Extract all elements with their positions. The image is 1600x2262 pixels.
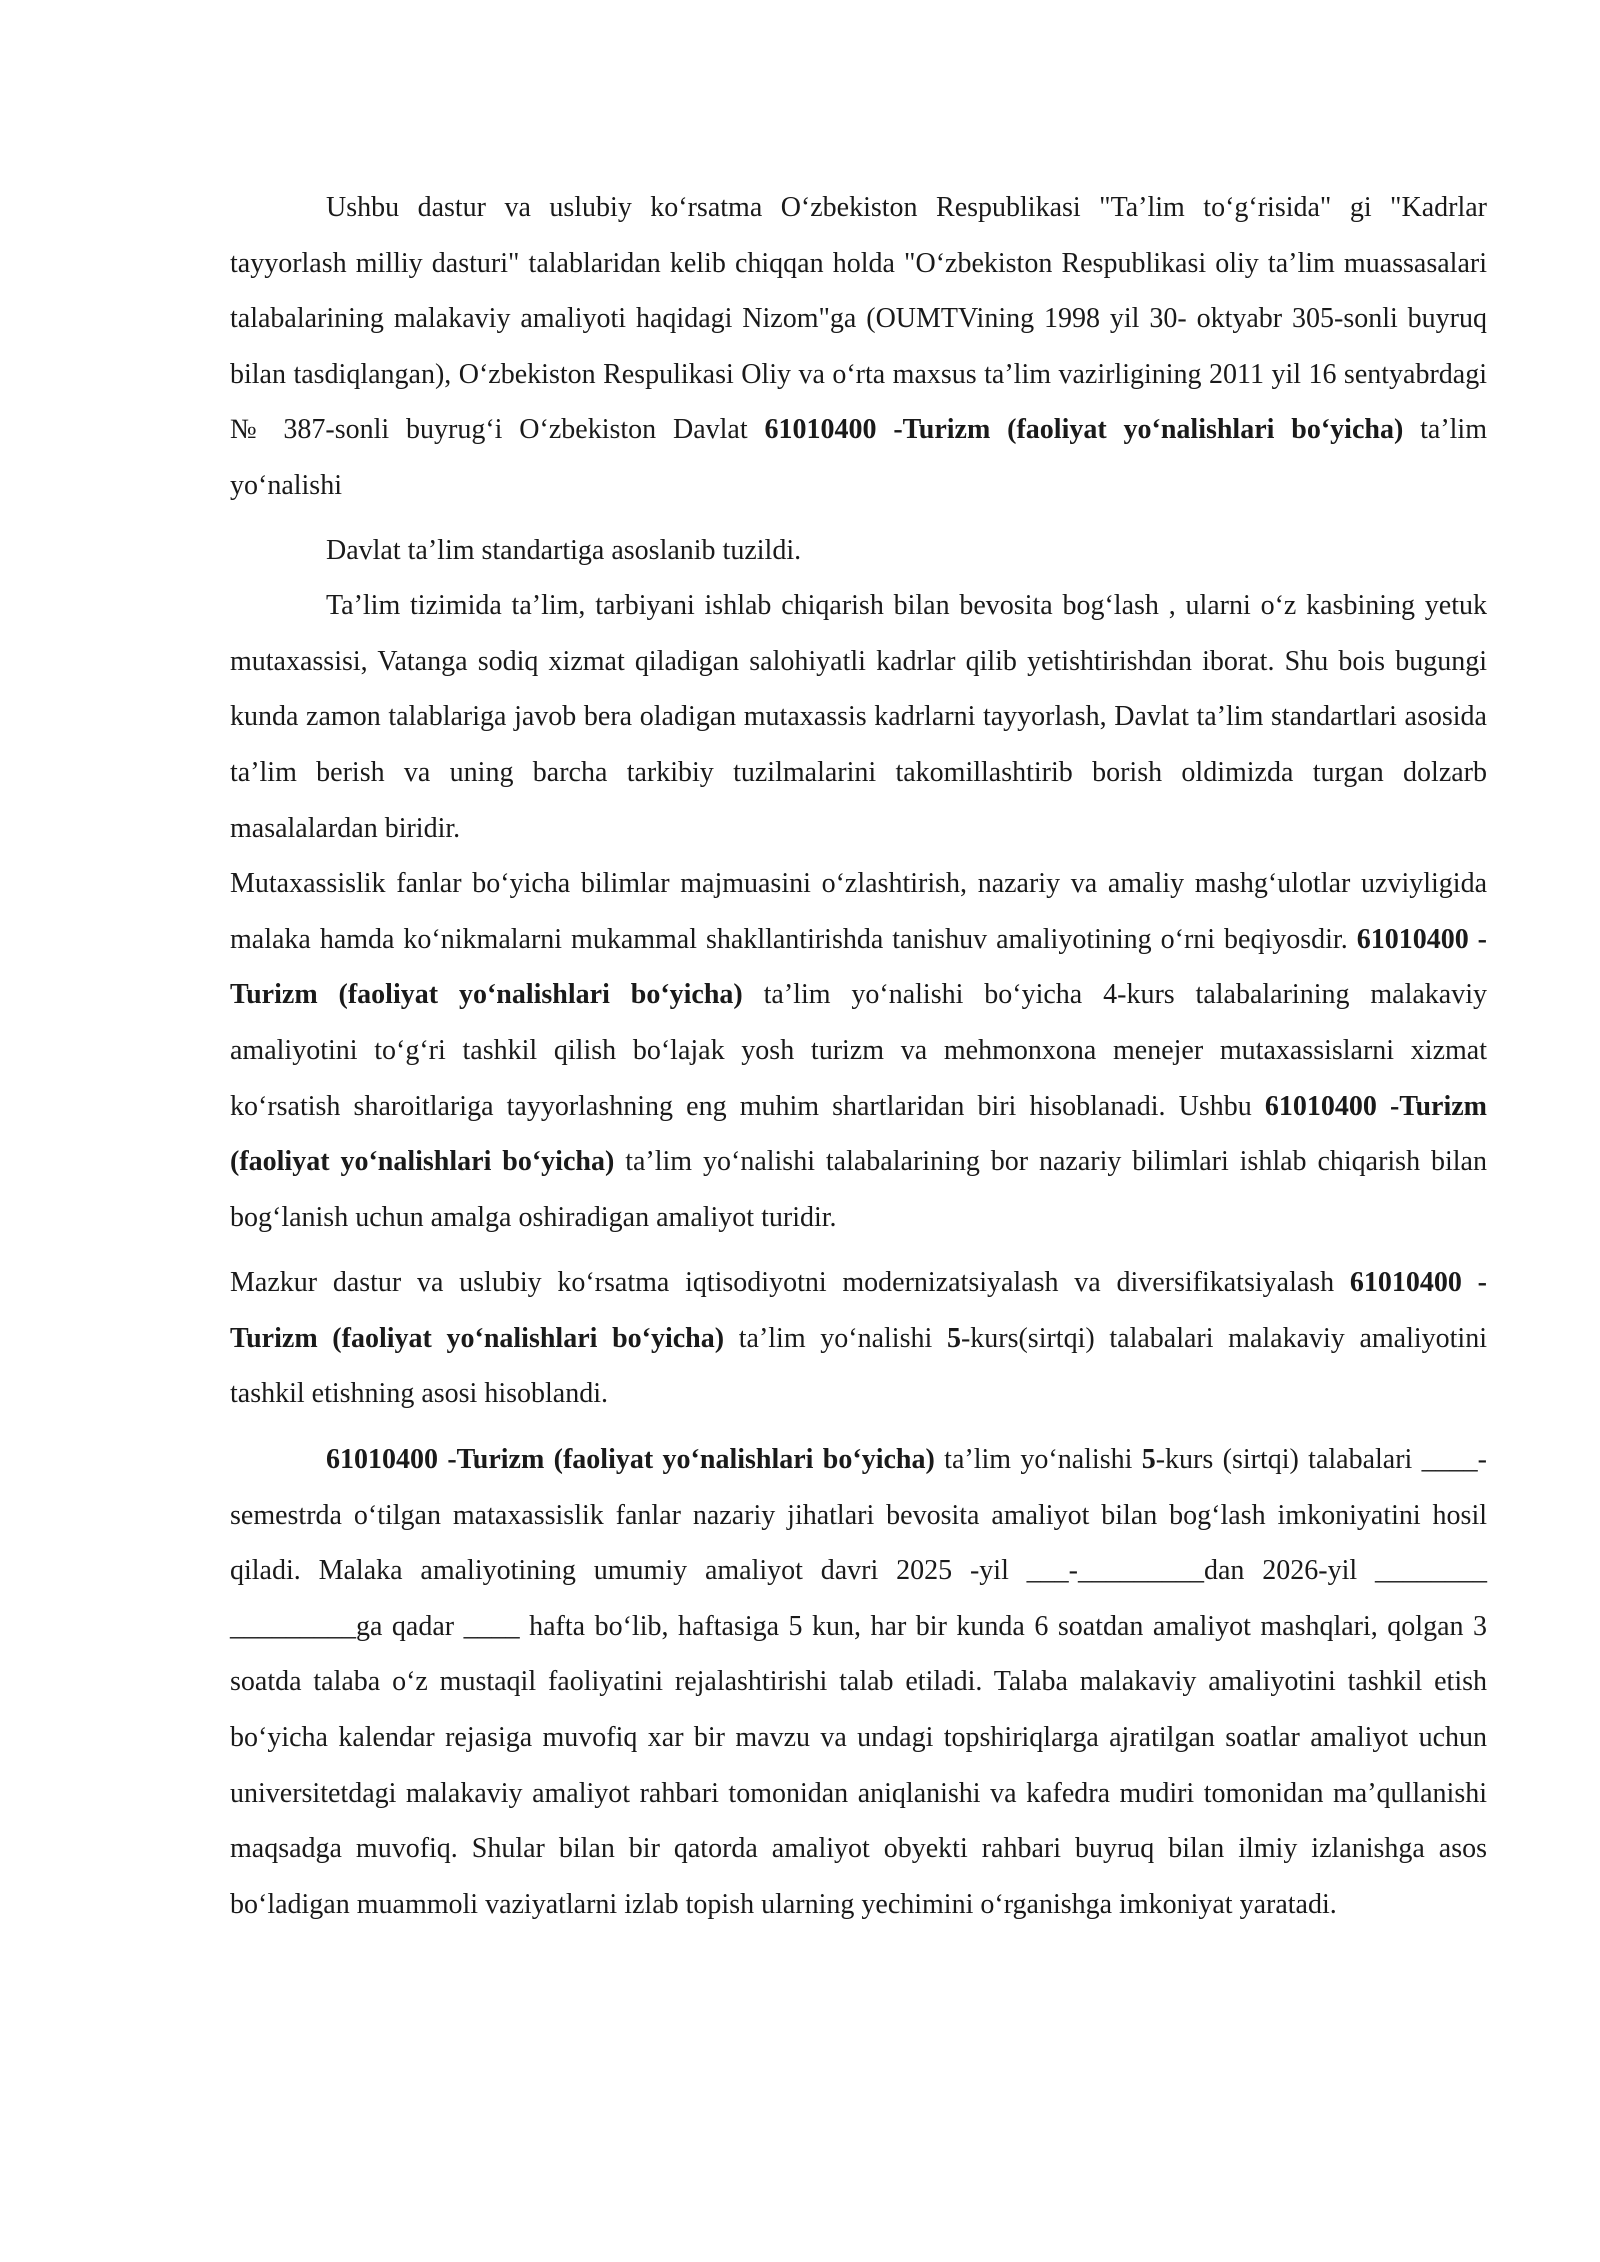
paragraph-practice-period-text-2: -kurs (sirtqi) talabalari ____-semestrda o‘tilgan mataxassislik fanlar nazariy jihatlari bevosita amaliyot bilan bog‘lash imkoniyatini hosil qiladi. Malaka amaliyotining umumiy amaliyot davri 2025 -yil ___-_________dan 2026-yil ________ _________ga qadar ____ hafta bo‘lib, haftasiga 5 kun, har bir kunda 6 soatdan amaliyot mashqlari, qolgan 3 soatda talaba o‘z mustaqil faoliyatini rejalashtirishi talab etiladi. Talaba malakaviy amaliyotini tashkil etish bo‘yicha kalendar rejasiga muvofiq xar bir mavzu va undagi topshiriqlarga ajratilgan soatlar amaliyot uchun universitetdagi malakaviy amaliyot rahbari tomonidan aniqlanishi va kafedra mudiri tomonidan ma’qullanishi maqsadga muvofiq. Shular bilan bir qatorda amaliyot obyekti rahbari buyruq bilan ilmiy izlanishga asos bo‘ladigan muammoli vaziyatlarni izlab topish ularning yechimini o‘rganishga imkoniyat yaratadi. (230, 1444, 1487, 1920)
paragraph-program-basis-text-3: -kurs(sirtqi) talabalari malakaviy amaliyotini tashkil etishning asosi hisoblandi. (230, 1322, 1487, 1410)
paragraph-standard: Davlat ta’lim standartiga asoslanib tuzildi. (326, 534, 802, 566)
paragraph-program-basis (230, 1255, 1487, 1422)
paragraph-program-basis-text-2: ta’lim yo‘nalishi (724, 1322, 947, 1354)
paragraph-practice-period-text-1: ta’lim yo‘nalishi (934, 1444, 1142, 1476)
paragraph-specialty-text-2: ta’lim yo‘nalishi bo‘yicha 4-kurs talabalarining malakaviy amaliyotini to‘g‘ri tashkil qilish bo‘lajak yosh turizm va mehmonxona menejer mutaxassislarni xizmat ko‘rsatish sharoitlariga tayyorlashning eng muhim shartlaridan biri hisoblanadi. Ushbu (230, 979, 1487, 1122)
paragraph-practice-period (230, 1432, 1487, 1932)
paragraph-specialty-text-1: Mutaxassislik fanlar bo‘yicha bilimlar majmuasini o‘zlashtirish, nazariy va amaliy mashg‘ulotlar uzviyligida malaka hamda ko‘nikmalarni mukammal shakllantirishda tanishuv amaliyotining o‘rni beqiyosdir. (230, 868, 1487, 955)
course-number-bold: 5 (946, 1322, 961, 1354)
paragraph-intro-text: Ushbu dastur va uslubiy ko‘rsatma O‘zbekiston Respublikasi "Ta’lim to‘g‘risida" gi "Kadrlar tayyorlash milliy dasturi" talablaridan kelib chiqqan holda "O‘zbekiston Respublikasi oliy ta’lim muassasalari talabalarining malakaviy amaliyoti haqidagi Nizom"ga (OUMTVining 1998 yil 30- oktyabr 305-sonli buyruq bilan tasdiqlangan), O‘zbekiston Respulikasi Oliy va o‘rta maxsus ta’lim vazirligining 2011 yil 16 sentyabrdagi № 387-sonli buyrug‘i O‘zbekiston Davlat (230, 192, 1487, 446)
program-code-bold: 61010400 -Turizm (faoliyat yo‘nalishlari bo‘yicha) (764, 414, 1404, 446)
program-code-bold: 61010400 -Turizm (faoliyat yo‘nalishlari bo‘yicha) (230, 923, 1488, 1011)
paragraph-intro-tail: ta’lim yo‘nalishi (230, 414, 1487, 501)
paragraph-program-basis-text-1: Mazkur dastur va uslubiy ko‘rsatma iqtisodiyotni modernizatsiyalash va diversifikatsiyalash (230, 1267, 1350, 1299)
document-page (230, 180, 1487, 1932)
paragraph-intro (230, 180, 1487, 514)
paragraph-education-system: Ta’lim tizimida ta’lim, tarbiyani ishlab chiqarish bilan bevosita bog‘lash , ularni o‘z kasbining yetuk mutaxassisi, Vatanga sodiq xizmat qiladigan salohiyatli kadrlar qilib yetishtirishdan iborat. Shu bois bugungi kunda zamon talablariga javob bera oladigan mutaxassis kadrlarni tayyorlash, Davlat ta’lim standartlari asosida ta’lim berish va uning barcha tarkibiy tuzilmalarini takomillashtirib borish oldimizda turgan dolzarb masalalardan biridir. (230, 590, 1487, 844)
program-code-bold: 61010400 -Turizm (faoliyat yo‘nalishlari bo‘yicha) (326, 1444, 935, 1476)
paragraph-specialty (230, 856, 1487, 1245)
program-code-bold: 61010400 -Turizm (faoliyat yo‘nalishlari bo‘yicha) (230, 1090, 1487, 1178)
course-number-bold: 5 (1141, 1444, 1156, 1476)
paragraph-specialty-text-3: ta’lim yo‘nalishi talabalarining bor nazariy bilimlari ishlab chiqarish bilan bog‘lanish uchun amalga oshiradigan amaliyot turidir. (230, 1146, 1487, 1233)
program-code-bold: 61010400 -Turizm (faoliyat yo‘nalishlari bo‘yicha) (230, 1267, 1487, 1354)
